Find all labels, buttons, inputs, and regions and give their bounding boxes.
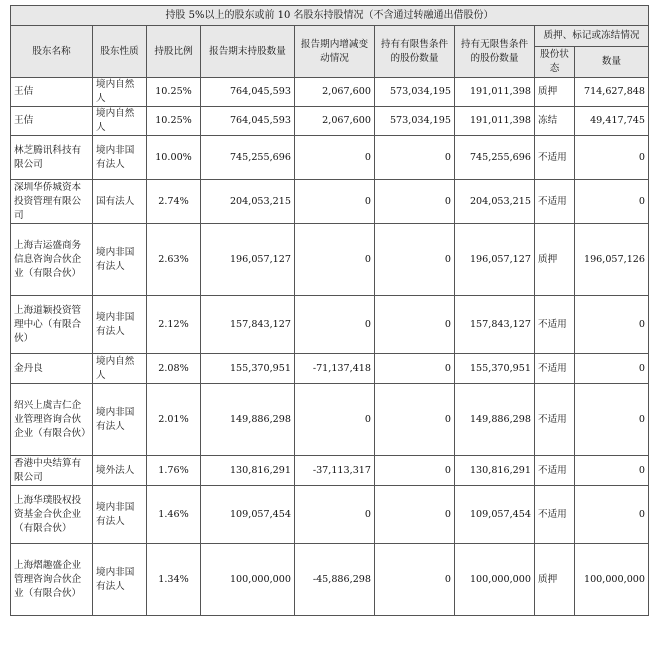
unrestricted-qty: 196,057,127 — [455, 224, 535, 296]
header-change: 报告期内增减变动情况 — [295, 26, 375, 78]
period-change: 0 — [295, 224, 375, 296]
restricted-qty: 0 — [375, 296, 455, 354]
shareholder-name: 金丹良 — [11, 354, 93, 384]
period-change: 2,067,600 — [295, 107, 375, 136]
period-change: -37,113,317 — [295, 456, 375, 486]
shareholder-nature: 境外法人 — [93, 456, 147, 486]
table-row — [11, 486, 649, 544]
unrestricted-qty: 100,000,000 — [455, 544, 535, 616]
table-row — [11, 224, 649, 296]
table-row — [11, 456, 649, 486]
share-status: 不适用 — [535, 296, 575, 354]
unrestricted-qty: 745,255,696 — [455, 136, 535, 180]
period-change: 2,067,600 — [295, 78, 375, 107]
pledge-qty: 0 — [575, 180, 649, 224]
restricted-qty: 0 — [375, 180, 455, 224]
period-end-qty: 155,370,951 — [201, 354, 295, 384]
shareholder-table-container — [10, 5, 648, 616]
shareholder-name: 深圳华侨城资本投资管理有限公司 — [11, 180, 93, 224]
pledge-qty: 0 — [575, 456, 649, 486]
restricted-qty: 0 — [375, 384, 455, 456]
period-end-qty: 100,000,000 — [201, 544, 295, 616]
header-share-status: 股份状态 — [535, 47, 575, 78]
header-name: 股东名称 — [11, 26, 93, 78]
restricted-qty: 0 — [375, 136, 455, 180]
shareholder-nature: 境内自然人 — [93, 78, 147, 107]
holding-ratio: 10.00% — [147, 136, 201, 180]
shareholder-name: 林芝腾讯科技有限公司 — [11, 136, 93, 180]
period-end-qty: 745,255,696 — [201, 136, 295, 180]
unrestricted-qty: 130,816,291 — [455, 456, 535, 486]
period-change: 0 — [295, 296, 375, 354]
period-end-qty: 149,886,298 — [201, 384, 295, 456]
period-change: -45,886,298 — [295, 544, 375, 616]
table-row — [11, 136, 649, 180]
share-status: 不适用 — [535, 180, 575, 224]
table-title: 持股 5%以上的股东或前 10 名股东持股情况（不含通过转融通出借股份） — [11, 6, 649, 26]
shareholder-nature: 境内自然人 — [93, 107, 147, 136]
shareholder-nature: 境内非国有法人 — [93, 486, 147, 544]
pledge-qty: 100,000,000 — [575, 544, 649, 616]
shareholder-nature: 境内非国有法人 — [93, 544, 147, 616]
table-row — [11, 296, 649, 354]
table-row — [11, 544, 649, 616]
period-end-qty: 196,057,127 — [201, 224, 295, 296]
shareholder-name: 上海熠趣盛企业管理咨询合伙企业（有限合伙） — [11, 544, 93, 616]
period-change: 0 — [295, 180, 375, 224]
table-row — [11, 78, 649, 107]
share-status: 不适用 — [535, 354, 575, 384]
unrestricted-qty: 204,053,215 — [455, 180, 535, 224]
share-status: 不适用 — [535, 456, 575, 486]
holding-ratio: 10.25% — [147, 107, 201, 136]
holding-ratio: 2.63% — [147, 224, 201, 296]
pledge-qty: 0 — [575, 136, 649, 180]
restricted-qty: 573,034,195 — [375, 107, 455, 136]
restricted-qty: 573,034,195 — [375, 78, 455, 107]
period-end-qty: 204,053,215 — [201, 180, 295, 224]
share-status: 质押 — [535, 78, 575, 107]
unrestricted-qty: 157,843,127 — [455, 296, 535, 354]
header-ratio: 持股比例 — [147, 26, 201, 78]
unrestricted-qty: 149,886,298 — [455, 384, 535, 456]
shareholder-name: 上海华璞股权投资基金合伙企业（有限合伙） — [11, 486, 93, 544]
shareholder-name: 绍兴上虞吉仁企业管理咨询合伙企业（有限合伙） — [11, 384, 93, 456]
share-status: 不适用 — [535, 136, 575, 180]
header-unrestricted: 持有无限售条件的股份数量 — [455, 26, 535, 78]
table-row — [11, 180, 649, 224]
share-status: 不适用 — [535, 486, 575, 544]
header-row — [11, 26, 649, 47]
table-title-row — [11, 6, 649, 26]
period-change: 0 — [295, 384, 375, 456]
holding-ratio: 2.08% — [147, 354, 201, 384]
period-end-qty: 157,843,127 — [201, 296, 295, 354]
pledge-qty: 196,057,126 — [575, 224, 649, 296]
unrestricted-qty: 109,057,454 — [455, 486, 535, 544]
restricted-qty: 0 — [375, 544, 455, 616]
pledge-qty: 0 — [575, 296, 649, 354]
shareholder-nature: 国有法人 — [93, 180, 147, 224]
table-body — [11, 78, 649, 616]
shareholder-nature: 境内非国有法人 — [93, 136, 147, 180]
table-row — [11, 107, 649, 136]
pledge-qty: 0 — [575, 384, 649, 456]
holding-ratio: 2.74% — [147, 180, 201, 224]
shareholder-name: 香港中央结算有限公司 — [11, 456, 93, 486]
share-status: 质押 — [535, 224, 575, 296]
restricted-qty: 0 — [375, 486, 455, 544]
pledge-qty: 49,417,745 — [575, 107, 649, 136]
table-row — [11, 384, 649, 456]
period-end-qty: 764,045,593 — [201, 78, 295, 107]
period-change: 0 — [295, 136, 375, 180]
period-change: 0 — [295, 486, 375, 544]
share-status: 质押 — [535, 544, 575, 616]
holding-ratio: 2.01% — [147, 384, 201, 456]
shareholder-nature: 境内非国有法人 — [93, 296, 147, 354]
header-quantity: 数量 — [575, 47, 649, 78]
unrestricted-qty: 191,011,398 — [455, 107, 535, 136]
period-end-qty: 130,816,291 — [201, 456, 295, 486]
shareholder-name: 上海道颖投资管理中心（有限合伙） — [11, 296, 93, 354]
holding-ratio: 1.76% — [147, 456, 201, 486]
shareholder-nature: 境内非国有法人 — [93, 224, 147, 296]
shareholder-table — [10, 5, 649, 616]
pledge-qty: 0 — [575, 486, 649, 544]
restricted-qty: 0 — [375, 354, 455, 384]
holding-ratio: 1.46% — [147, 486, 201, 544]
holding-ratio: 1.34% — [147, 544, 201, 616]
holding-ratio: 2.12% — [147, 296, 201, 354]
shareholder-name: 王佶 — [11, 107, 93, 136]
period-end-qty: 109,057,454 — [201, 486, 295, 544]
restricted-qty: 0 — [375, 224, 455, 296]
restricted-qty: 0 — [375, 456, 455, 486]
unrestricted-qty: 191,011,398 — [455, 78, 535, 107]
shareholder-name: 王佶 — [11, 78, 93, 107]
share-status: 冻结 — [535, 107, 575, 136]
unrestricted-qty: 155,370,951 — [455, 354, 535, 384]
shareholder-nature: 境内非国有法人 — [93, 384, 147, 456]
share-status: 不适用 — [535, 384, 575, 456]
period-change: -71,137,418 — [295, 354, 375, 384]
header-restricted: 持有有限售条件的股份数量 — [375, 26, 455, 78]
table-row — [11, 354, 649, 384]
period-end-qty: 764,045,593 — [201, 107, 295, 136]
shareholder-nature: 境内自然人 — [93, 354, 147, 384]
header-nature: 股东性质 — [93, 26, 147, 78]
pledge-qty: 714,627,848 — [575, 78, 649, 107]
header-period-end-qty: 报告期末持股数量 — [201, 26, 295, 78]
header-pledge-group: 质押、标记或冻结情况 — [535, 26, 649, 47]
holding-ratio: 10.25% — [147, 78, 201, 107]
pledge-qty: 0 — [575, 354, 649, 384]
shareholder-name: 上海吉运盛商务信息咨询合伙企业（有限合伙） — [11, 224, 93, 296]
